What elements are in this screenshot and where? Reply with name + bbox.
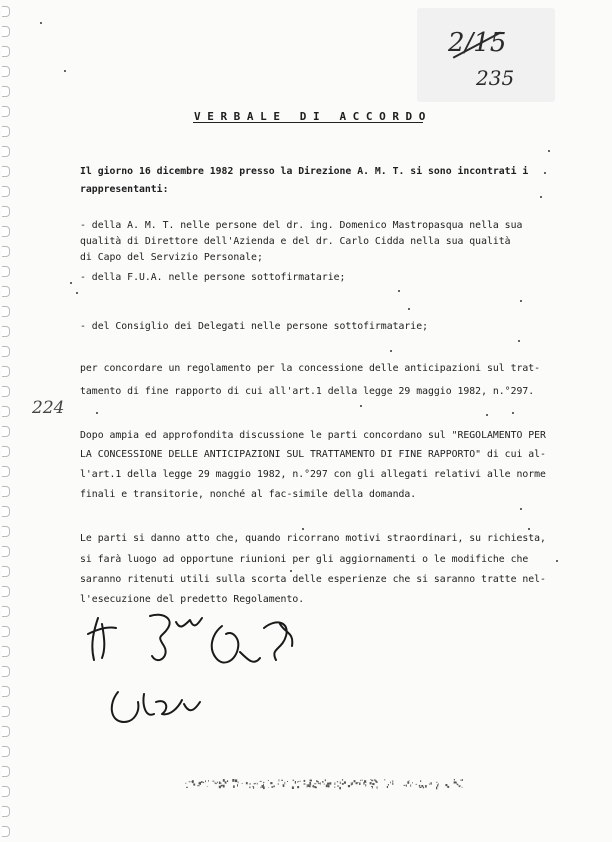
noise-dot bbox=[431, 782, 432, 784]
noise-dot bbox=[454, 779, 455, 780]
binding-ring bbox=[2, 246, 10, 257]
noise-dot bbox=[253, 787, 254, 789]
title-underline bbox=[193, 122, 423, 123]
noise-dot bbox=[429, 784, 430, 785]
noise-dot bbox=[370, 782, 372, 784]
noise-dot bbox=[372, 780, 374, 781]
noise-dot bbox=[384, 779, 385, 780]
noise-dot bbox=[407, 781, 409, 784]
binding-ring bbox=[2, 686, 10, 697]
document-title: VERBALE DI ACCORDO bbox=[194, 110, 433, 123]
noise-dot bbox=[263, 782, 264, 783]
speck bbox=[70, 282, 72, 284]
binding-ring bbox=[2, 86, 10, 97]
noise-dot bbox=[260, 781, 262, 782]
text-line: per concordare un regolamento per la concessione delle anticipazioni sul trat- bbox=[80, 363, 541, 374]
noise-dot bbox=[352, 782, 353, 784]
noise-dot bbox=[387, 786, 388, 788]
text-line: Il giorno 16 dicembre 1982 presso la Direzione A. M. T. si sono incontrati i bbox=[80, 166, 529, 177]
signature-4 bbox=[264, 622, 292, 660]
noise-dot bbox=[420, 787, 422, 788]
noise-dot bbox=[278, 783, 279, 785]
noise-dot bbox=[295, 781, 296, 784]
speck bbox=[40, 22, 42, 24]
noise-dot bbox=[419, 785, 421, 787]
noise-dot bbox=[261, 787, 262, 788]
noise-dot bbox=[404, 785, 406, 786]
noise-dot bbox=[235, 779, 237, 782]
speck bbox=[302, 528, 304, 530]
binding-ring bbox=[2, 666, 10, 677]
noise-dot bbox=[273, 786, 274, 788]
noise-dot bbox=[436, 787, 437, 790]
noise-dot bbox=[186, 787, 188, 788]
binding-ring bbox=[2, 646, 10, 657]
speck bbox=[556, 560, 558, 562]
noise-dot bbox=[423, 787, 424, 789]
noise-dot bbox=[306, 785, 308, 786]
margin-note: 224 bbox=[32, 398, 65, 418]
noise-dot bbox=[390, 782, 391, 784]
noise-dot bbox=[217, 782, 218, 784]
noise-dot bbox=[255, 783, 256, 784]
noise-dot bbox=[208, 780, 209, 781]
noise-dot bbox=[437, 784, 438, 786]
noise-dot bbox=[320, 782, 321, 784]
signatures bbox=[80, 604, 320, 734]
signature-5 bbox=[112, 692, 200, 722]
noise-dot bbox=[457, 783, 458, 785]
noise-dot bbox=[307, 786, 308, 787]
noise-dot bbox=[203, 782, 204, 783]
text-line: l'esecuzione del predetto Regolamento. bbox=[80, 594, 305, 605]
noise-dot bbox=[337, 781, 338, 782]
text-line: saranno ritenuti utili sulla scorta delle esperienze che si saranno tratte nel- bbox=[80, 574, 546, 585]
binding-ring bbox=[2, 826, 10, 837]
speck bbox=[512, 412, 514, 414]
binding-ring bbox=[2, 106, 10, 117]
noise-dot bbox=[318, 783, 319, 784]
noise-dot bbox=[212, 781, 214, 782]
noise-dot bbox=[329, 782, 331, 784]
binding-ring bbox=[2, 186, 10, 197]
noise-dot bbox=[436, 782, 437, 783]
scan-noise-strip bbox=[185, 776, 470, 790]
noise-dot bbox=[412, 782, 413, 783]
noise-dot bbox=[292, 786, 294, 789]
noise-dot bbox=[324, 784, 325, 785]
text-line: - della A. M. T. nelle persone del dr. ing. Domenico Mastropasqua nella sua bbox=[80, 220, 523, 231]
speck bbox=[390, 350, 392, 352]
noise-dot bbox=[457, 784, 458, 785]
noise-dot bbox=[304, 780, 306, 782]
noise-dot bbox=[297, 786, 299, 788]
noise-dot bbox=[362, 780, 363, 781]
noise-dot bbox=[337, 786, 339, 787]
noise-dot bbox=[192, 782, 194, 783]
speck bbox=[544, 172, 546, 174]
noise-dot bbox=[310, 780, 312, 782]
noise-dot bbox=[342, 779, 343, 780]
text-line: di Capo del Servizio Personale; bbox=[80, 252, 263, 263]
binding-ring bbox=[2, 406, 10, 417]
binding-ring bbox=[2, 346, 10, 357]
noise-dot bbox=[339, 787, 341, 789]
noise-dot bbox=[257, 783, 258, 785]
binding-ring bbox=[2, 206, 10, 217]
noise-dot bbox=[416, 784, 418, 785]
noise-dot bbox=[242, 783, 243, 784]
noise-dot bbox=[263, 784, 264, 786]
noise-dot bbox=[232, 779, 234, 782]
noise-dot bbox=[223, 779, 225, 782]
text-line: finali e transitorie, nonché al fac-simile della domanda. bbox=[80, 489, 417, 500]
noise-dot bbox=[268, 780, 269, 781]
noise-dot bbox=[344, 781, 346, 783]
noise-dot bbox=[227, 780, 228, 782]
binding-ring bbox=[2, 226, 10, 237]
noise-dot bbox=[298, 781, 300, 782]
binding-ring bbox=[2, 306, 10, 317]
noise-dot bbox=[358, 782, 359, 783]
binding-ring bbox=[2, 46, 10, 57]
noise-dot bbox=[268, 787, 269, 788]
noise-dot bbox=[454, 781, 456, 783]
noise-dot bbox=[460, 780, 462, 781]
noise-dot bbox=[322, 781, 323, 783]
binding-ring bbox=[2, 766, 10, 777]
signature-1 bbox=[88, 618, 116, 660]
binding-ring bbox=[2, 446, 10, 457]
noise-dot bbox=[425, 785, 427, 788]
text-line: - della F.U.A. nelle persone sottofirmatarie; bbox=[80, 272, 346, 283]
noise-dot bbox=[459, 786, 460, 787]
binding-ring bbox=[2, 366, 10, 377]
noise-dot bbox=[356, 782, 358, 784]
speck bbox=[540, 196, 542, 198]
noise-dot bbox=[364, 782, 366, 783]
noise-dot bbox=[293, 780, 295, 781]
binding-ring bbox=[2, 146, 10, 157]
noise-dot bbox=[438, 784, 439, 785]
noise-dot bbox=[207, 786, 208, 787]
noise-dot bbox=[314, 783, 316, 784]
text-line: rappresentanti: bbox=[80, 184, 169, 195]
noise-dot bbox=[185, 783, 186, 784]
noise-dot bbox=[223, 785, 225, 788]
binding-ring bbox=[2, 606, 10, 617]
noise-dot bbox=[364, 780, 366, 782]
noise-dot bbox=[392, 780, 393, 782]
binding-ring bbox=[2, 806, 10, 817]
noise-dot bbox=[219, 782, 220, 785]
noise-dot bbox=[249, 787, 250, 789]
signature-2 bbox=[150, 615, 202, 660]
binding-ring bbox=[2, 746, 10, 757]
noise-dot bbox=[219, 786, 221, 788]
noise-dot bbox=[340, 782, 341, 784]
binding-ring bbox=[2, 486, 10, 497]
speck bbox=[520, 300, 522, 302]
noise-dot bbox=[420, 780, 421, 782]
binding-ring bbox=[2, 26, 10, 37]
text-line: LA CONCESSIONE DELLE ANTICIPAZIONI SUL TRATTAMENTO DI FINE RAPPORTO" di cui al- bbox=[80, 449, 546, 460]
speck bbox=[528, 528, 530, 530]
binding-ring bbox=[2, 586, 10, 597]
noise-dot bbox=[233, 785, 235, 787]
noise-dot bbox=[409, 780, 410, 781]
noise-dot bbox=[447, 786, 449, 788]
noise-dot bbox=[246, 782, 248, 784]
speck bbox=[360, 405, 362, 407]
noise-dot bbox=[287, 781, 288, 782]
noise-dot bbox=[359, 783, 360, 786]
speck bbox=[520, 508, 522, 510]
speck bbox=[76, 292, 78, 294]
noise-dot bbox=[238, 781, 239, 783]
speck bbox=[96, 412, 98, 414]
noise-dot bbox=[304, 783, 306, 784]
noise-dot bbox=[326, 785, 328, 788]
binding-ring bbox=[2, 626, 10, 637]
noise-dot bbox=[365, 784, 366, 786]
noise-dot bbox=[342, 783, 344, 784]
noise-dot bbox=[370, 779, 371, 780]
noise-dot bbox=[221, 785, 223, 786]
text-line: Dopo ampia ed approfondita discussione le parti concordano sul "REGOLAMENTO PER bbox=[80, 430, 546, 441]
text-line: qualità di Direttore dell'Azienda e del dr. Carlo Cidda nella sua qualità bbox=[80, 236, 511, 247]
binding-ring bbox=[2, 6, 10, 17]
noise-dot bbox=[376, 781, 378, 782]
page-number: 235 bbox=[476, 66, 515, 90]
speck bbox=[398, 290, 400, 292]
binding-ring bbox=[2, 286, 10, 297]
noise-dot bbox=[348, 785, 350, 787]
text-line: Le parti si danno atto che, quando ricorrano motivi straordinari, su richiesta, bbox=[80, 533, 546, 544]
noise-dot bbox=[189, 781, 190, 782]
noise-dot bbox=[360, 780, 361, 781]
noise-dot bbox=[312, 786, 313, 787]
speck bbox=[548, 150, 550, 152]
speck bbox=[290, 570, 292, 572]
binding-ring bbox=[2, 386, 10, 397]
noise-dot bbox=[371, 786, 372, 787]
noise-dot bbox=[190, 782, 192, 783]
noise-dot bbox=[351, 784, 353, 785]
binding-ring bbox=[2, 786, 10, 797]
noise-dot bbox=[327, 783, 329, 785]
speck bbox=[408, 308, 410, 310]
binding-ring bbox=[2, 726, 10, 737]
noise-dot bbox=[263, 786, 265, 789]
noise-dot bbox=[372, 783, 374, 785]
binding-ring bbox=[2, 506, 10, 517]
speck bbox=[518, 340, 520, 342]
binding-ring bbox=[2, 466, 10, 477]
noise-dot bbox=[270, 782, 272, 784]
noise-dot bbox=[334, 787, 335, 788]
noise-dot bbox=[406, 785, 407, 787]
binding-ring bbox=[2, 126, 10, 137]
noise-dot bbox=[237, 784, 238, 786]
noise-dot bbox=[254, 783, 256, 784]
binding-ring bbox=[2, 266, 10, 277]
binding-ring bbox=[2, 526, 10, 537]
binding-ring bbox=[2, 166, 10, 177]
text-line: si farà luogo ad opportune riunioni per gli aggiornamenti o le modifiche che bbox=[80, 554, 529, 565]
noise-dot bbox=[205, 780, 206, 782]
noise-dot bbox=[214, 783, 216, 784]
noise-dot bbox=[388, 784, 389, 785]
noise-dot bbox=[249, 784, 251, 785]
noise-dot bbox=[197, 785, 199, 786]
noise-dot bbox=[193, 784, 195, 786]
noise-dot bbox=[328, 785, 330, 787]
noise-dot bbox=[392, 783, 393, 785]
text-line: tamento di fine rapporto di cui all'art.1 della legge 29 maggio 1982, n.°297. bbox=[80, 386, 535, 397]
text-line: l'art.1 della legge 29 maggio 1982, n.°297 con gli allegati relativi alle norme bbox=[80, 469, 546, 480]
speck bbox=[486, 414, 488, 416]
noise-dot bbox=[354, 780, 356, 782]
speck bbox=[64, 70, 66, 72]
noise-dot bbox=[315, 787, 317, 789]
text-line: - del Consiglio dei Delegati nelle persone sottofirmatarie; bbox=[80, 321, 428, 332]
noise-dot bbox=[335, 782, 336, 785]
binding-ring bbox=[2, 66, 10, 77]
noise-dot bbox=[285, 782, 286, 785]
signature-3 bbox=[212, 626, 260, 663]
crossed-page-number: 2/15 bbox=[448, 28, 507, 58]
noise-dot bbox=[279, 779, 280, 781]
noise-dot bbox=[225, 781, 227, 783]
noise-dot bbox=[201, 781, 203, 783]
noise-dot bbox=[281, 780, 283, 781]
binding-ring bbox=[2, 546, 10, 557]
binding-ring bbox=[2, 706, 10, 717]
noise-dot bbox=[325, 779, 326, 781]
noise-dot bbox=[283, 785, 285, 787]
noise-dot bbox=[271, 786, 273, 788]
binding-ring bbox=[2, 426, 10, 437]
noise-dot bbox=[462, 787, 463, 788]
noise-dot bbox=[300, 781, 301, 782]
noise-dot bbox=[199, 782, 200, 785]
noise-dot bbox=[310, 783, 311, 785]
binding-ring bbox=[2, 566, 10, 577]
noise-dot bbox=[377, 786, 378, 788]
noise-dot bbox=[374, 779, 375, 781]
noise-dot bbox=[410, 785, 411, 787]
noise-dot bbox=[318, 783, 320, 784]
noise-dot bbox=[317, 781, 319, 782]
binding-ring bbox=[2, 326, 10, 337]
noise-dot bbox=[445, 784, 447, 786]
